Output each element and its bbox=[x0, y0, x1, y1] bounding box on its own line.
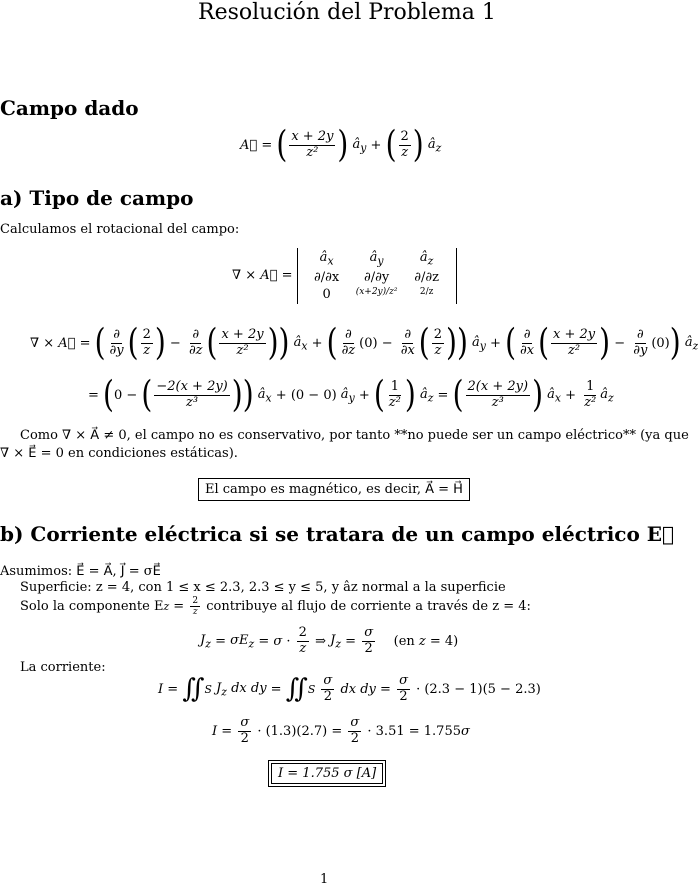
section-heading-tipo-de-campo: a) Tipo de campo bbox=[0, 186, 194, 210]
curl-determinant: ∇ × A⃗ = $â_x$ $â_y$ $â_z$ ∂/∂x ∂/∂y ∂/∂z 0 (x+2y)/z² 2/z bbox=[232, 248, 457, 304]
current-integral: I = ∬ S $J_z$ dx dy = ∬ S $\frac{\sigma}{2}$ dx dy = $\frac{\sigma}{2}$ · (2.3 − 1)(5 − 2.3) bbox=[158, 673, 541, 705]
current-evaluation: I = $\frac{\sigma}{2}$ · (1.3)(2.7) = $\frac{\sigma}{2}$ · 3.51 = 1.755 σ bbox=[212, 715, 470, 746]
curl-expansion: ∇ × A⃗ = ( $\frac{\partial}{\partial y}$ ( $\frac{2}{z}$ ) − $\frac{\partial}{\partial z}$ ( $\frac{x + 2y}{\text{z²}}$ ) ) $â_x$ + ( $\frac{\partial}{\partial z}$ (0) − $\frac{\partial}{\partial x}$ ( $\frac{2}{z}$ ) ) $â_y$ + ( $\frac{\partial}{\partial x}$ ( $\frac{x + 2y}{\text{z²}}$ ) − $\frac{\partial}{\partial y}$ (0) ) $â_z$ bbox=[30, 321, 698, 365]
current-label: La corriente: bbox=[20, 660, 106, 675]
section-heading-corriente: b) Corriente eléctrica si se tratara de un campo eléctrico E⃗ bbox=[0, 522, 675, 546]
current-density-equation: $J_z$ = $\sigma E_z$ = σ · $\frac{2}{z}$ ⇒ $J_z$ = $\frac{\sigma}{2}$ (en z = 4) bbox=[200, 625, 459, 656]
field-equation: A⃗ = ( $\frac{x + 2y}{\text{z²}}$ ) $â_y$ + ( $\frac{2}{z}$ ) $â_z$ bbox=[240, 123, 442, 167]
component-line-end: contribuye al flujo de corriente a través de z = 4: bbox=[206, 599, 531, 615]
conclusion-line-1: Como ∇ × A⃗ ≠ 0, el campo no es conservativo, por tanto **no puede ser un campo eléctrico** (ya que bbox=[20, 428, 689, 443]
component-line: Solo la componente E z = $\frac{2}{z}$ contribuye al flujo de corriente a través de z = 4: bbox=[20, 596, 531, 618]
surface-line: Superficie: z = 4, con 1 ≤ x ≤ 2.3, 2.3 ≤ y ≤ 5, y âz normal a la superficie bbox=[20, 580, 506, 595]
section-heading-campo-dado: Campo dado bbox=[0, 96, 139, 120]
page-title: Resolución del Problema 1 bbox=[198, 0, 496, 25]
curl-result: = ( 0 − ( $\frac{-2(x + 2y)}{\text{z³}}$ ) ) $â_x$ + (0 − 0) $â_y$ + ( $\frac{1}{\text{z²}}$ ) $â_z$ = ( $\frac{2(x + 2y)}{\text{z³}}$ ) $â_x$ + $\frac{1}{\text{z²}}$ $â_z$ bbox=[88, 373, 614, 417]
page-number: 1 bbox=[320, 872, 329, 887]
assumption-line: Asumimos: E⃗ = A⃗, J⃗ = σE⃗ bbox=[0, 564, 161, 579]
conclusion-line-2: ∇ × E⃗ = 0 en condiciones estáticas). bbox=[0, 446, 238, 461]
magnetic-field-box: El campo es magnético, es decir, A⃗ = H⃗ bbox=[198, 478, 470, 501]
final-result-box bbox=[268, 760, 386, 787]
final-result: I = 1.755 σ [A] bbox=[271, 763, 383, 784]
component-line-start: Solo la componente E bbox=[20, 599, 164, 615]
curl-intro: Calculamos el rotacional del campo: bbox=[0, 222, 240, 237]
